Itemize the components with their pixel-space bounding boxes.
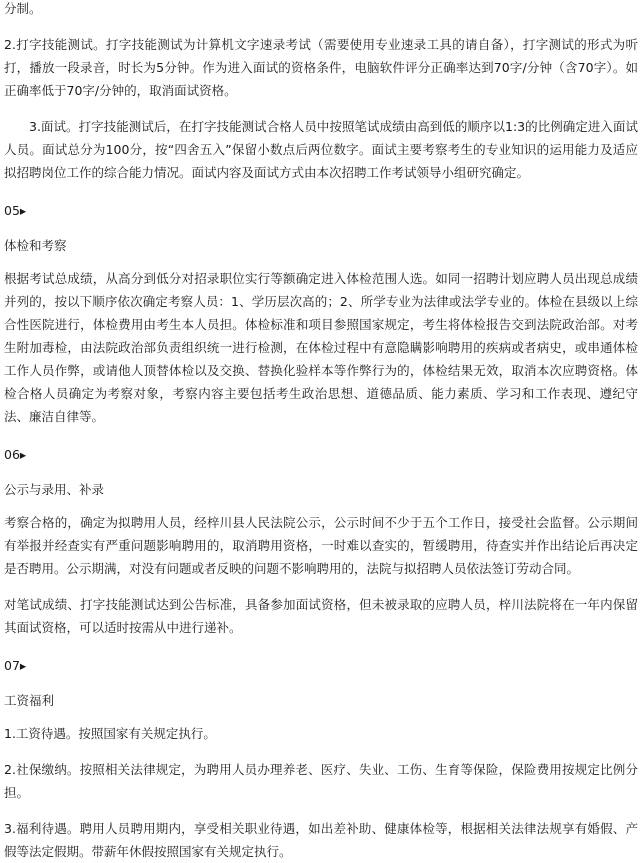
section-paragraph: 2.社保缴纳。按照相关法律规定，为聘用人员办理养老、医疗、失业、工伤、生育等保险，保险费用按规定比例分担。 <box>4 762 638 800</box>
section-paragraph: 根据考试总成绩，从高分到低分对招录职位实行等额确定进入体检范围人选。如同一招聘计划应聘人员出现总成绩并列的，按以下顺序依次确定考察人员：1、学历层次高的；2、所学专业为法律或法学专业的。体检在县级以上综合性医院进行，体检费用由考生本人员担。体检标准和项目参照国家规定，考生将体检报告交到法院政治部。对考生附加毒检，由法院政治部负责组织统一进行检测，在体检过程中有意隐瞒影响聘用的疾病或者病史，或串通体检工作人员作弊，或请他人顶替体检以及交换、替换化验样本等作弊行为的，体检结果无效，取消本次应聘资格。体检合格人员确定为考察对象，考察内容主要包括考生政治思想、道德品质、能力素质、学习和工作表现、遵纪守法、廉洁自律等。 <box>4 271 638 424</box>
section-paragraph: 3.福利待遇。聘用人员聘用期内，享受相关职业待遇，如出差补助、健康体检等，根据相关法律法规享有婚假、产假等法定假期。带薪年休假按照国家有关规定执行。 <box>4 821 638 859</box>
section-number: 07▸ <box>4 658 27 673</box>
section-07 <box>4 654 638 863</box>
section-number: 06▸ <box>4 447 27 462</box>
section-paragraph: 1.工资待遇。按照国家有关规定执行。 <box>4 726 216 741</box>
intro-tail-text: 分制。 <box>4 1 42 16</box>
section-title: 工资福利 <box>4 693 55 708</box>
section-title: 体检和考察 <box>4 238 67 253</box>
section-title: 公示与录用、补录 <box>4 482 105 497</box>
section-paragraph: 考察合格的，确定为拟聘用人员，经梓川县人民法院公示，公示时间不少于五个工作日，接受社会监督。公示期间有举报并经查实有严重问题影响聘用的，取消聘用资格，一时难以查实的，暂缓聘用，待查实并作出结论后再决定是否聘用。公示期满，对没有问题或者反映的问题不影响聘用的，法院与拟招聘人员依法签订劳动合同。 <box>4 515 638 576</box>
article-body <box>4 0 638 863</box>
section-05 <box>4 199 638 428</box>
interview-paragraph: 3.面试。打字技能测试后，在打字技能测试合格人员中按照笔试成绩由高到低的顺序以1:3的比例确定进入面试人员。面试总分为100分，按“四舍五入”保留小数点后两位数字。面试主要考察考生的专业知识的运用能力及适应拟招聘岗位工作的综合能力情况。面试内容及面试方式由本次招聘工作考试领导小组研究确定。 <box>4 119 638 180</box>
section-paragraph: 对笔试成绩、打字技能测试达到公告标准，具备参加面试资格，但未被录取的应聘人员，梓川法院将在一年内保留其面试资格，可以适时按需从中进行递补。 <box>4 597 638 635</box>
typing-test-paragraph: 2.打字技能测试。打字技能测试为计算机文字速录考试（需要使用专业速录工具的请自备），打字测试的形式为听打，播放一段录音，时长为5分钟。作为进入面试的资格条件，电脑软件评分正确率达到70字/分钟（含70字）。如正确率低于70字/分钟的，取消面试资格。 <box>4 37 638 98</box>
section-number: 05▸ <box>4 203 27 218</box>
section-06 <box>4 443 638 639</box>
